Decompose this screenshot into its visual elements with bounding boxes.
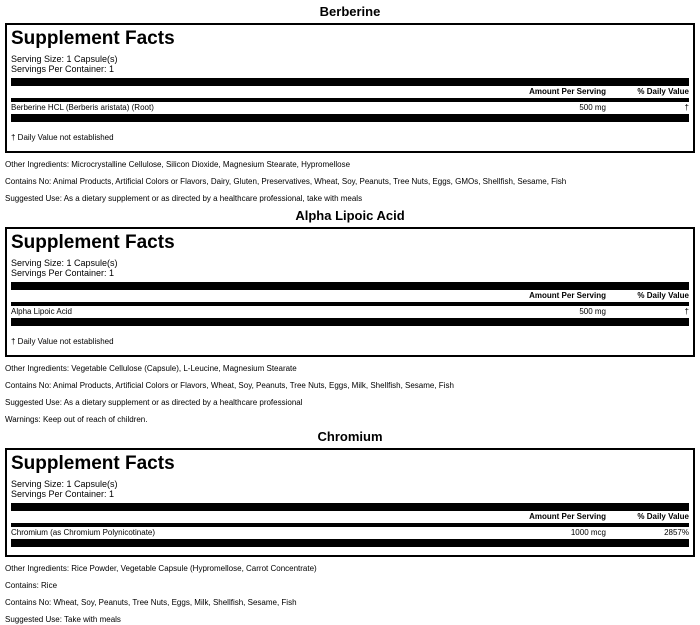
info-line: Contains No: Animal Products, Artificial Colors or Flavors, Dairy, Gluten, Preservatives, Wheat, Soy, Peanuts, Tree Nuts, Eggs, GMOs, Shellfish, Sesame, Fish [5,177,567,186]
daily-value-header: % Daily Value [637,87,689,96]
nutrient-daily-value: † [684,103,689,112]
nutrient-daily-value: † [684,307,689,316]
facts-heading: Supplement Facts [11,28,175,49]
nutrient-row [11,103,689,113]
divider-medium [11,302,689,306]
serving-size: Serving Size: 1 Capsule(s) [11,258,118,268]
info-line: Suggested Use: As a dietary supplement or as directed by a healthcare professional, take with meals [5,194,363,203]
nutrient-row [11,307,689,317]
info-line: Other Ingredients: Rice Powder, Vegetable Capsule (Hypromellose, Carrot Concentrate) [5,564,317,573]
supplement-facts-panel [5,23,695,153]
product-title: Chromium [317,429,383,444]
info-line: Suggested Use: As a dietary supplement or as directed by a healthcare professional [5,398,303,407]
supplement-facts-panel [5,448,695,557]
supplement-facts-panel [5,227,695,357]
nutrient-name: Alpha Lipoic Acid [11,307,72,316]
info-line: Contains: Rice [5,581,58,590]
divider-thick [11,282,689,290]
product-section [0,425,700,625]
product-title: Berberine [319,4,381,19]
divider-thick [11,78,689,86]
serving-size: Serving Size: 1 Capsule(s) [11,479,118,489]
info-line: Suggested Use: Take with meals [5,615,121,624]
divider-bottom [11,114,689,122]
amount-header: Amount Per Serving [529,512,606,521]
amount-header: Amount Per Serving [529,291,606,300]
servings-per-container: Servings Per Container: 1 [11,268,115,278]
nutrient-amount: 500 mg [579,103,606,112]
nutrient-amount: 1000 mcg [570,528,606,537]
nutrient-name: Chromium (as Chromium Polynicotinate) [11,528,156,537]
product-section [0,204,700,425]
divider-thick [11,503,689,511]
amount-header: Amount Per Serving [529,87,606,96]
info-line: Warnings: Keep out of reach of children. [5,415,148,424]
info-line: Other Ingredients: Vegetable Cellulose (Capsule), L-Leucine, Magnesium Stearate [5,364,297,373]
daily-value-footnote: † Daily Value not established [11,337,114,346]
daily-value-header: % Daily Value [637,291,689,300]
servings-per-container: Servings Per Container: 1 [11,489,115,499]
daily-value-header: % Daily Value [637,512,689,521]
nutrient-row [11,528,689,538]
info-line: Contains No: Wheat, Soy, Peanuts, Tree Nuts, Eggs, Milk, Shellfish, Sesame, Fish [5,598,297,607]
divider-bottom [11,318,689,326]
divider-medium [11,98,689,102]
nutrient-name: Berberine HCL (Berberis aristata) (Root) [11,103,154,112]
column-header-row [11,291,689,302]
daily-value-footnote: † Daily Value not established [11,133,114,142]
product-title: Alpha Lipoic Acid [295,208,405,223]
serving-size: Serving Size: 1 Capsule(s) [11,54,118,64]
servings-per-container: Servings Per Container: 1 [11,64,115,74]
facts-heading: Supplement Facts [11,232,175,253]
divider-bottom [11,539,689,547]
column-header-row [11,87,689,98]
info-line: Contains No: Animal Products, Artificial Colors or Flavors, Wheat, Soy, Peanuts, Tree Nuts, Eggs, Milk, Shellfish, Sesame, Fish [5,381,454,390]
divider-medium [11,523,689,527]
column-header-row [11,512,689,523]
info-line: Other Ingredients: Microcrystalline Cellulose, Silicon Dioxide, Magnesium Stearate, Hypromellose [5,160,351,169]
facts-heading: Supplement Facts [11,453,175,474]
product-section [0,0,700,204]
nutrient-amount: 500 mg [579,307,606,316]
nutrient-daily-value: 2857% [664,528,689,537]
